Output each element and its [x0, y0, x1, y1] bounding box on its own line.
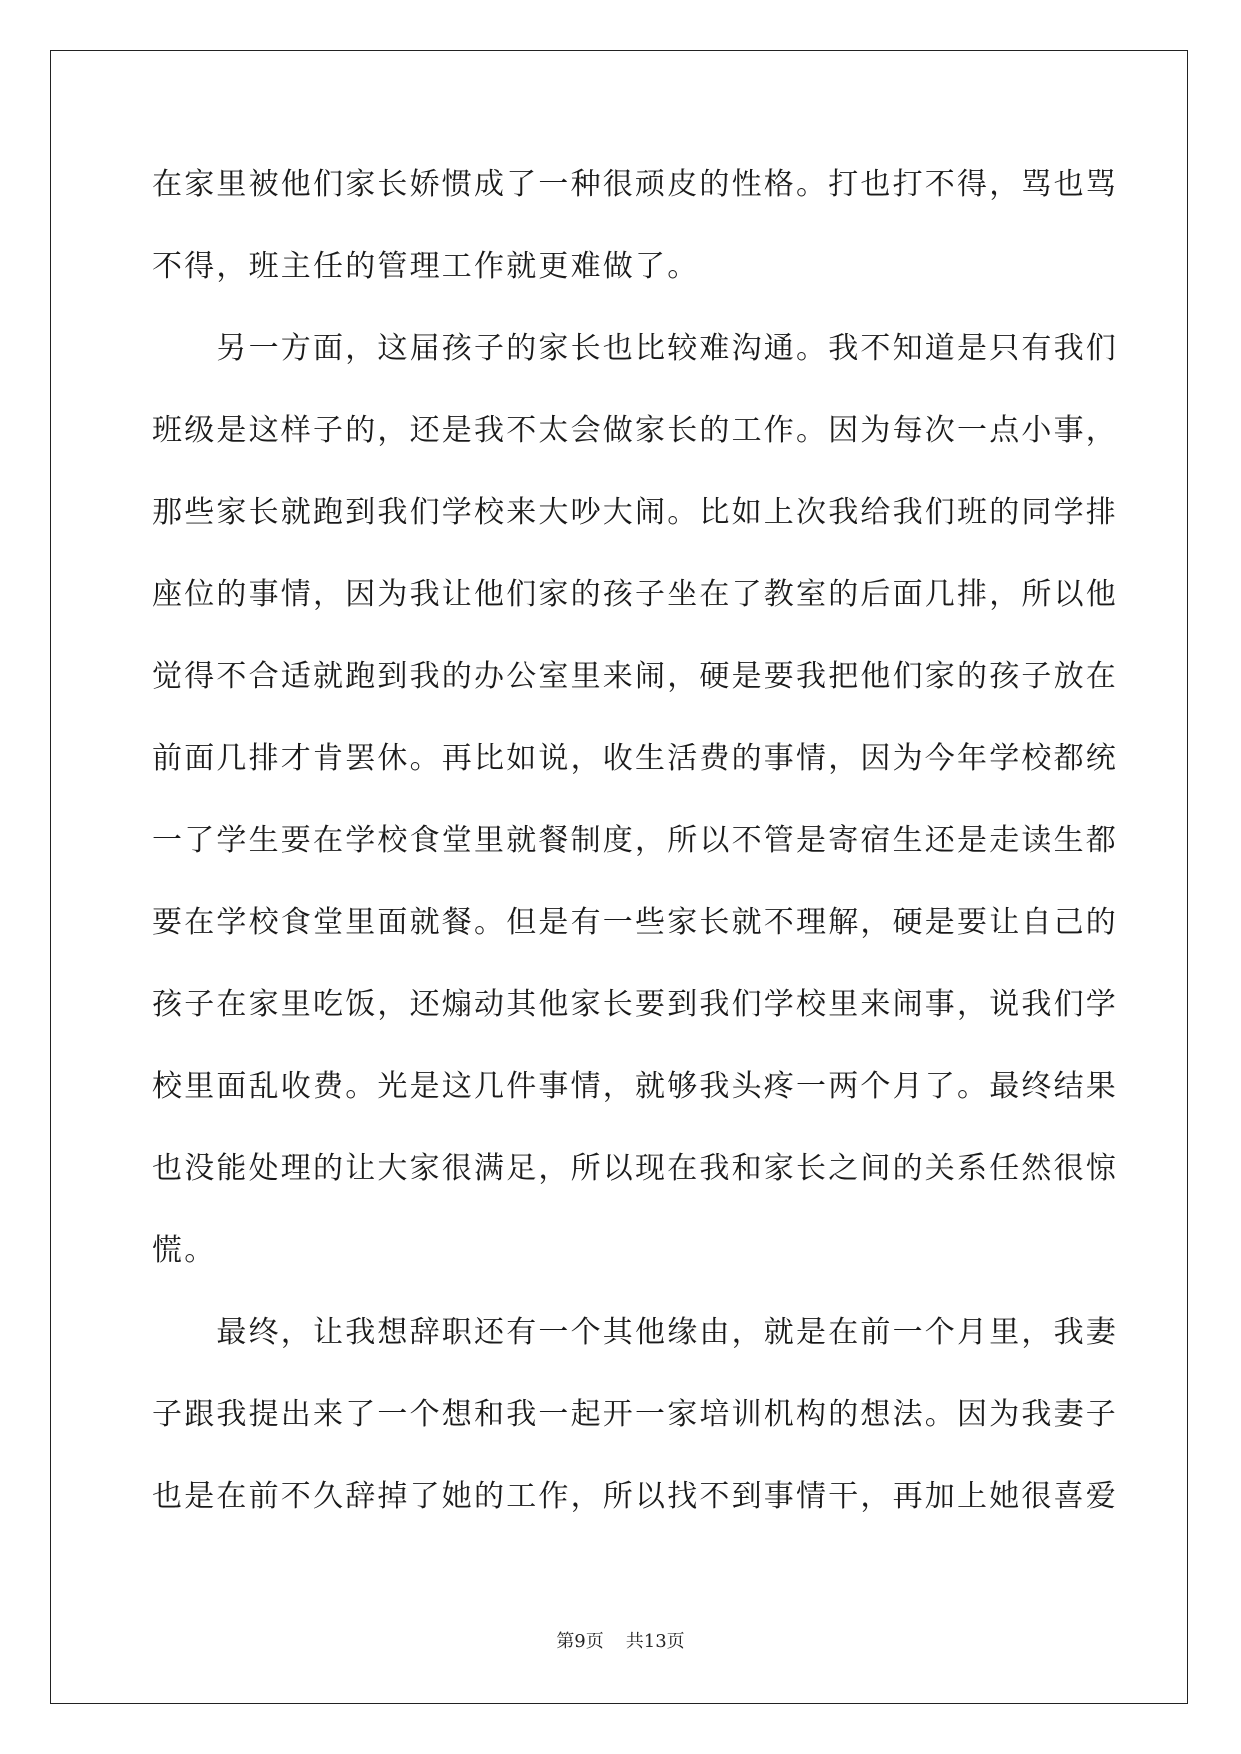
text-line: 也是在前不久辞掉了她的工作，所以找不到事情干，再加上她很喜爱 [152, 1479, 1118, 1514]
text-line: 慌。 [152, 1233, 217, 1268]
text-line: 班级是这样子的，还是我不太会做家长的工作。因为每次一点小事， [152, 413, 1118, 448]
text-line: 校里面乱收费。光是这几件事情，就够我头疼一两个月了。最终结果 [152, 1069, 1118, 1104]
text-line: 在家里被他们家长娇惯成了一种很顽皮的性格。打也打不得，骂也骂 [152, 167, 1118, 202]
page-total: 共13页 [625, 1631, 685, 1652]
page-number: 第9页 [556, 1631, 604, 1652]
text-line: 一了学生要在学校食堂里就餐制度，所以不管是寄宿生还是走读生都 [152, 823, 1118, 858]
text-line: 要在学校食堂里面就餐。但是有一些家长就不理解，硬是要让自己的 [152, 905, 1118, 940]
text-line: 孩子在家里吃饭，还煽动其他家长要到我们学校里来闹事，说我们学 [152, 987, 1118, 1022]
text-line: 最终，让我想辞职还有一个其他缘由，就是在前一个月里，我妻 [152, 1315, 1118, 1350]
text-line: 觉得不合适就跑到我的办公室里来闹，硬是要我把他们家的孩子放在 [152, 659, 1118, 694]
text-line: 子跟我提出来了一个想和我一起开一家培训机构的想法。因为我妻子 [152, 1397, 1118, 1432]
text-line: 不得，班主任的管理工作就更难做了。 [152, 249, 700, 284]
text-line: 那些家长就跑到我们学校来大吵大闹。比如上次我给我们班的同学排 [152, 495, 1118, 530]
body-text [152, 160, 1118, 1554]
text-line: 另一方面，这届孩子的家长也比较难沟通。我不知道是只有我们 [152, 331, 1118, 366]
text-line: 座位的事情，因为我让他们家的孩子坐在了教室的后面几排，所以他 [152, 577, 1118, 612]
page-footer [0, 1627, 1241, 1653]
text-line: 也没能处理的让大家很满足，所以现在我和家长之间的关系任然很惊 [152, 1151, 1118, 1186]
text-line: 前面几排才肯罢休。再比如说，收生活费的事情，因为今年学校都统 [152, 741, 1118, 776]
